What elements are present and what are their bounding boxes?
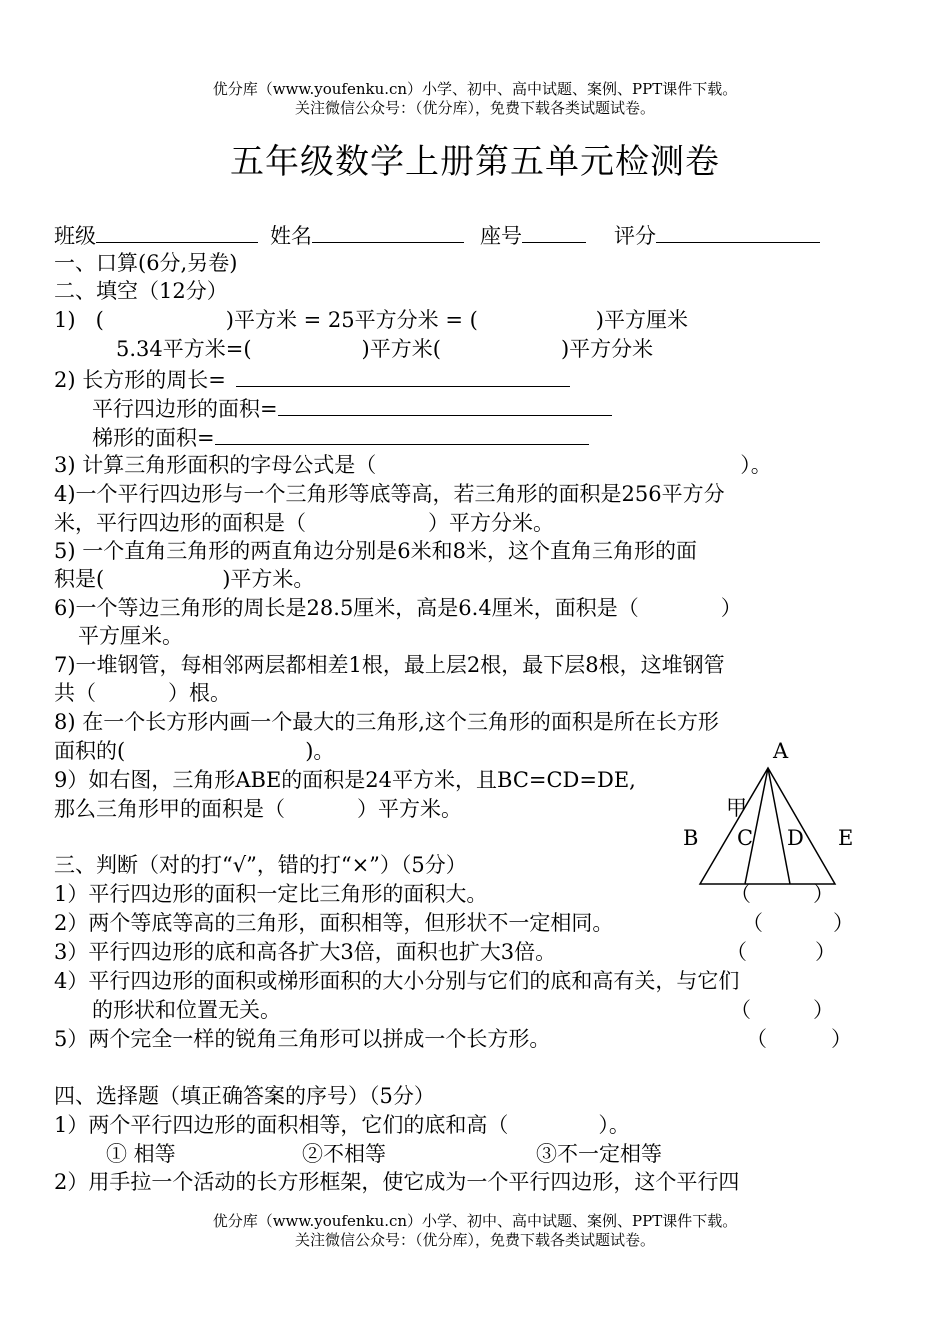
- label-d: D: [787, 826, 804, 850]
- section-2-title: 二、填空（12分）: [54, 279, 228, 303]
- header-line-2: 关注微信公众号：（优分库），免费下载各类试题试卷。: [294, 99, 655, 117]
- seat-label: 座号: [480, 224, 522, 248]
- label-a: A: [773, 739, 789, 763]
- q2-6a: 6)一个等边三角形的周长是28.5厘米，高是6.4厘米，面积是（ ）: [54, 596, 742, 620]
- seat-blank[interactable]: [522, 220, 586, 243]
- section-1-title: 一、口算(6分,另卷): [54, 251, 238, 275]
- s3-q4-answer[interactable]: （ ）: [730, 998, 834, 1022]
- parallelogram-area-blank[interactable]: [278, 393, 612, 416]
- rect-perimeter-blank[interactable]: [236, 364, 570, 387]
- q2-2b: 平行四边形的面积=: [92, 393, 612, 423]
- q2-8b: 面积的( )。: [54, 739, 335, 763]
- s3-q4a: 4）平行四边形的面积或梯形面积的大小分别与它们的底和高有关，与它们: [54, 969, 740, 993]
- triangle-figure: [670, 738, 860, 888]
- s3-q5-answer[interactable]: （ ）: [746, 1027, 852, 1051]
- q2-2c: 梯形的面积=: [92, 422, 589, 452]
- score-blank[interactable]: [656, 220, 820, 243]
- label-c: C: [737, 826, 754, 850]
- q2-5a: 5) 一个直角三角形的两直角边分别是6米和8米，这个直角三角形的面: [54, 539, 697, 563]
- s4-q2: 2）用手拉一个活动的长方形框架，使它成为一个平行四边形，这个平行四: [54, 1170, 740, 1194]
- q2-4b: 米，平行四边形的面积是（ ）平方分米。: [54, 511, 554, 535]
- section-3-title: 三、判断（对的打“√”，错的打“×”）（5分）: [54, 853, 467, 877]
- s4-q1-option-2: ②不相等: [302, 1142, 386, 1166]
- label-e: E: [838, 826, 854, 850]
- class-label: 班级: [54, 224, 96, 248]
- q2-7b: 共（ ）根。: [54, 681, 231, 705]
- q2-7a: 7)一堆钢管，每相邻两层都相差1根，最上层2根，最下层8根，这堆钢管: [54, 653, 725, 677]
- section-4-title: 四、选择题（填正确答案的序号）（5分）: [54, 1084, 435, 1108]
- s4-q1: 1）两个平行四边形的面积相等，它们的底和高（ ）。: [54, 1113, 630, 1137]
- s3-q1: 1）平行四边形的面积一定比三角形的面积大。: [54, 882, 488, 906]
- info-line: [54, 220, 820, 250]
- q2-1b: 5.34平方米=( )平方米( )平方分米: [116, 337, 654, 361]
- triangle-abe-outline: [700, 768, 835, 884]
- label-b: B: [683, 826, 699, 850]
- s3-q5: 5）两个完全一样的锐角三角形可以拼成一个长方形。: [54, 1027, 551, 1051]
- s4-q1-option-3: ③不一定相等: [536, 1142, 662, 1166]
- footer-line-1: 优分库（www.youfenku.cn）小学、初中、高中试题、案例、PPT课件下载。: [212, 1212, 738, 1230]
- s3-q3-answer[interactable]: （ ）: [726, 940, 836, 964]
- name-blank[interactable]: [312, 220, 464, 243]
- footer-line-2: 关注微信公众号：（优分库），免费下载各类试题试卷。: [294, 1231, 655, 1249]
- page-title: 五年级数学上册第五单元检测卷: [230, 142, 720, 182]
- q2-9b: 那么三角形甲的面积是（ ）平方米。: [54, 797, 462, 821]
- q2-3: 3) 计算三角形面积的字母公式是（ ）。: [54, 453, 772, 477]
- label-jia: 甲: [726, 796, 747, 820]
- q2-2a: 2) 长方形的周长=: [54, 364, 570, 394]
- s3-q4b: 的形状和位置无关。: [92, 998, 281, 1022]
- q2-4a: 4)一个平行四边形与一个三角形等底等高，若三角形的面积是256平方分: [54, 482, 725, 506]
- q2-8a: 8) 在一个长方形内画一个最大的三角形,这个三角形的面积是所在长方形: [54, 710, 719, 734]
- q2-9a: 9）如右图，三角形ABE的面积是24平方米，且BC=CD=DE,: [54, 768, 636, 792]
- q2-5b: 积是( )平方米。: [54, 567, 315, 591]
- s3-q2: 2）两个等底等高的三角形，面积相等，但形状不一定相同。: [54, 911, 614, 935]
- q2-1a: 1) ( )平方米 = 25平方分米 = ( )平方厘米: [54, 308, 688, 332]
- s4-q1-option-1: ① 相等: [106, 1142, 176, 1166]
- s3-q1-answer[interactable]: （ ）: [730, 882, 834, 906]
- q2-6b: 平方厘米。: [78, 624, 183, 648]
- header-line-1: 优分库（www.youfenku.cn）小学、初中、高中试题、案例、PPT课件下载。: [212, 80, 738, 98]
- s3-q2-answer[interactable]: （ ）: [742, 911, 854, 935]
- trapezoid-area-blank[interactable]: [215, 422, 589, 445]
- s3-q3: 3）平行四边形的底和高各扩大3倍，面积也扩大3倍。: [54, 940, 557, 964]
- class-blank[interactable]: [96, 220, 258, 243]
- score-label: 评分: [614, 224, 656, 248]
- name-label: 姓名: [270, 224, 312, 248]
